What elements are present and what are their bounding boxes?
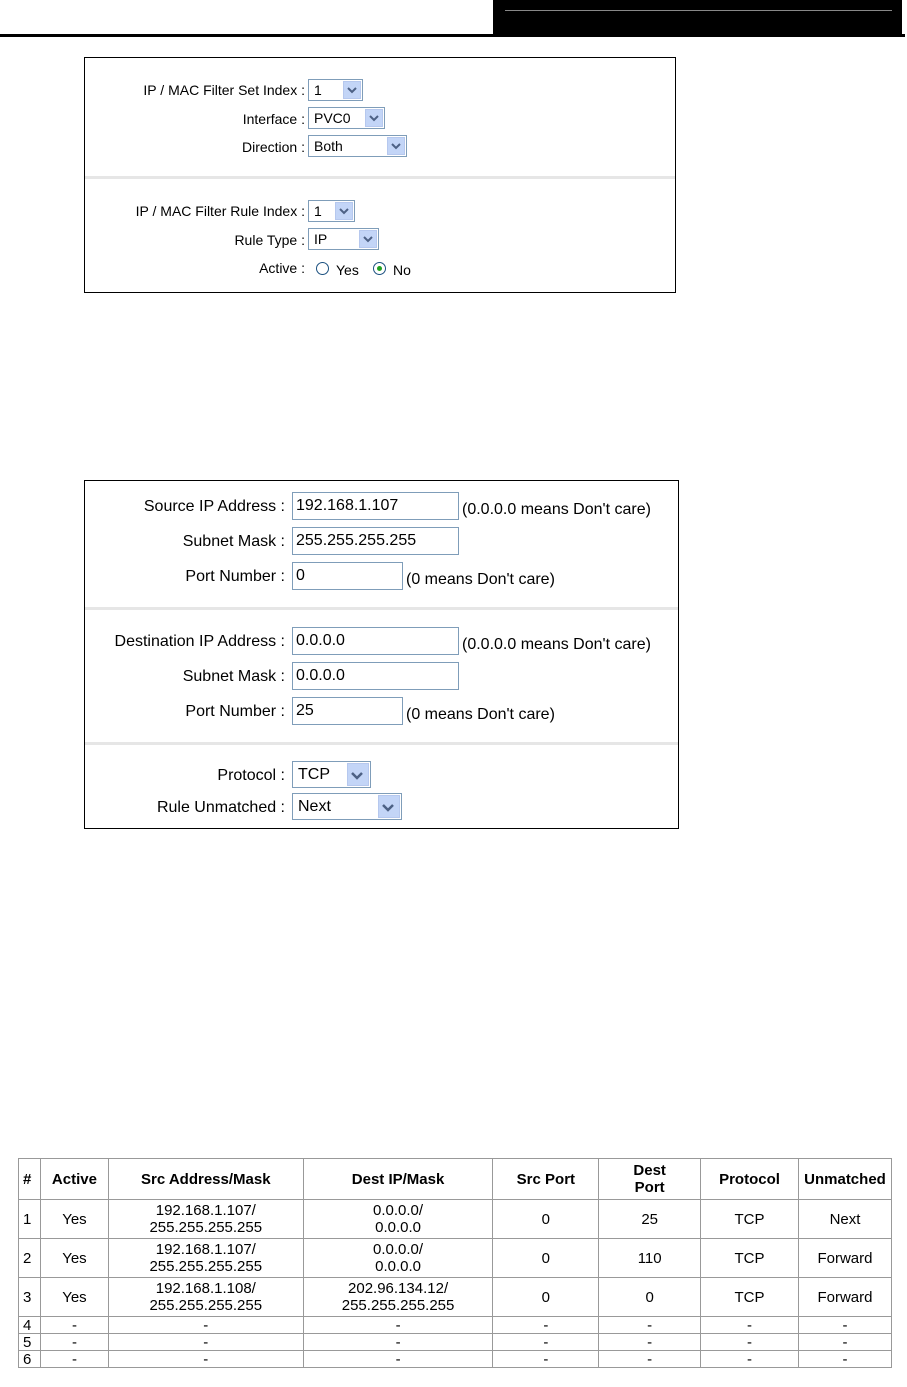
- dst-port-header-text: Dest Port: [633, 1162, 666, 1196]
- row-dst-port: 110: [599, 1239, 701, 1278]
- chevron-down-icon: [347, 763, 369, 786]
- table-row: [19, 1200, 892, 1239]
- unmatched-select[interactable]: [292, 793, 402, 820]
- row-active: Yes: [40, 1239, 108, 1278]
- src-ip-hint: (0.0.0.0 means Don't care): [462, 501, 651, 518]
- col-header-active: Active: [40, 1159, 108, 1200]
- interface-label: Interface :: [242, 111, 305, 127]
- table-row: [19, 1317, 892, 1334]
- row-src: -: [108, 1334, 303, 1351]
- row-protocol: -: [701, 1351, 799, 1368]
- active-no-label: No: [393, 262, 411, 278]
- dst-mask-label: Subnet Mask :: [182, 668, 285, 685]
- dst-ip: 0.0.0.0/: [373, 1241, 424, 1258]
- rule-type-select[interactable]: [308, 228, 379, 250]
- rules-table: [18, 1158, 892, 1368]
- row-num: 1: [19, 1200, 41, 1239]
- table-row: [19, 1278, 892, 1317]
- row-protocol: -: [701, 1317, 799, 1334]
- ip-rule-panel: [84, 480, 679, 829]
- section-divider: [85, 176, 675, 179]
- row-src-port: 0: [493, 1200, 599, 1239]
- row-dst: [303, 1278, 493, 1317]
- src-ip: 192.168.1.107/: [155, 1202, 256, 1219]
- row-dst-port: 0: [599, 1278, 701, 1317]
- rule-type-value: IP: [314, 231, 328, 247]
- dst-mask: 255.255.255.255: [341, 1297, 455, 1314]
- row-active: -: [40, 1334, 108, 1351]
- row-src-port: -: [493, 1334, 599, 1351]
- row-src-port: -: [493, 1351, 599, 1368]
- active-yes-label: Yes: [336, 262, 359, 278]
- row-unmatched: Forward: [798, 1278, 891, 1317]
- row-protocol: TCP: [701, 1200, 799, 1239]
- row-protocol: -: [701, 1334, 799, 1351]
- row-dst: -: [303, 1334, 493, 1351]
- src-ip-input[interactable]: 192.168.1.107: [292, 492, 459, 520]
- table-header-row: [19, 1159, 892, 1200]
- row-num: 6: [19, 1351, 41, 1368]
- dst-ip-input[interactable]: 0.0.0.0: [292, 627, 459, 655]
- row-dst-port: 25: [599, 1200, 701, 1239]
- col-header-src-port: Src Port: [493, 1159, 599, 1200]
- src-ip-label: Source IP Address :: [143, 498, 285, 515]
- dst-port-label: Port Number :: [185, 703, 285, 720]
- chevron-down-icon: [343, 81, 361, 99]
- row-src-port: 0: [493, 1278, 599, 1317]
- protocol-value: TCP: [298, 766, 330, 783]
- row-src: -: [108, 1317, 303, 1334]
- src-ip: 192.168.1.107/: [155, 1241, 256, 1258]
- active-yes-radio[interactable]: [316, 262, 329, 275]
- row-dst-port: -: [599, 1334, 701, 1351]
- dst-ip: 202.96.134.12/: [348, 1280, 449, 1297]
- row-dst-port: -: [599, 1351, 701, 1368]
- unmatched-value: Next: [298, 798, 331, 815]
- chevron-down-icon: [359, 230, 377, 248]
- chevron-down-icon: [387, 137, 405, 155]
- row-src-port: 0: [493, 1239, 599, 1278]
- rule-index-label: IP / MAC Filter Rule Index :: [135, 203, 305, 219]
- rule-index-select[interactable]: [308, 200, 355, 222]
- direction-select[interactable]: [308, 135, 407, 157]
- row-dst: [303, 1200, 493, 1239]
- section-divider: [85, 607, 678, 610]
- dst-port-input[interactable]: 25: [292, 697, 403, 725]
- src-port-hint: (0 means Don't care): [406, 571, 555, 588]
- row-num: 4: [19, 1317, 41, 1334]
- chevron-down-icon: [378, 795, 400, 818]
- row-src: [108, 1200, 303, 1239]
- direction-value: Both: [314, 138, 343, 154]
- row-src: [108, 1239, 303, 1278]
- row-src: -: [108, 1351, 303, 1368]
- header-block: [493, 0, 902, 36]
- dst-ip-hint: (0.0.0.0 means Don't care): [462, 636, 651, 653]
- col-header-protocol: Protocol: [701, 1159, 799, 1200]
- row-unmatched: Forward: [798, 1239, 891, 1278]
- active-label: Active :: [259, 260, 305, 276]
- col-header-dst-port: [599, 1159, 701, 1200]
- dst-mask: 0.0.0.0: [375, 1258, 421, 1275]
- col-header-num: #: [19, 1159, 41, 1200]
- dst-port-hint: (0 means Don't care): [406, 706, 555, 723]
- src-port-input[interactable]: 0: [292, 562, 403, 590]
- row-src: [108, 1278, 303, 1317]
- set-index-select[interactable]: [308, 79, 363, 101]
- src-mask-input[interactable]: 255.255.255.255: [292, 527, 459, 555]
- dst-mask-input[interactable]: 0.0.0.0: [292, 662, 459, 690]
- col-header-dst: Dest IP/Mask: [303, 1159, 493, 1200]
- row-dst: -: [303, 1317, 493, 1334]
- set-index-value: 1: [314, 82, 322, 98]
- set-index-label: IP / MAC Filter Set Index :: [143, 82, 305, 98]
- table-row: [19, 1334, 892, 1351]
- protocol-label: Protocol :: [217, 767, 285, 784]
- src-ip: 192.168.1.108/: [155, 1280, 256, 1297]
- col-header-unmatched: Unmatched: [798, 1159, 891, 1200]
- filter-set-panel: [84, 57, 676, 293]
- interface-select[interactable]: [308, 107, 385, 129]
- row-unmatched: -: [798, 1317, 891, 1334]
- src-mask-label: Subnet Mask :: [182, 533, 285, 550]
- direction-label: Direction :: [241, 139, 305, 155]
- row-active: Yes: [40, 1278, 108, 1317]
- unmatched-label: Rule Unmatched :: [156, 799, 285, 816]
- interface-value: PVC0: [314, 110, 351, 126]
- row-unmatched: Next: [798, 1200, 891, 1239]
- row-active: Yes: [40, 1200, 108, 1239]
- src-port-label: Port Number :: [185, 568, 285, 585]
- row-num: 5: [19, 1334, 41, 1351]
- section-divider: [85, 742, 678, 745]
- row-num: 2: [19, 1239, 41, 1278]
- row-dst: -: [303, 1351, 493, 1368]
- dst-ip-label: Destination IP Address :: [114, 633, 285, 650]
- row-unmatched: -: [798, 1334, 891, 1351]
- rule-type-label: Rule Type :: [234, 232, 305, 248]
- dst-ip: 0.0.0.0/: [373, 1202, 424, 1219]
- dst-mask: 0.0.0.0: [375, 1219, 421, 1236]
- src-mask: 255.255.255.255: [149, 1258, 263, 1275]
- active-no-radio[interactable]: [373, 262, 386, 275]
- col-header-src: Src Address/Mask: [108, 1159, 303, 1200]
- table-row: [19, 1351, 892, 1368]
- row-protocol: TCP: [701, 1239, 799, 1278]
- src-mask: 255.255.255.255: [149, 1297, 263, 1314]
- row-active: -: [40, 1351, 108, 1368]
- chevron-down-icon: [365, 109, 383, 127]
- row-unmatched: -: [798, 1351, 891, 1368]
- rule-index-value: 1: [314, 203, 322, 219]
- row-num: 3: [19, 1278, 41, 1317]
- protocol-select[interactable]: [292, 761, 371, 788]
- row-protocol: TCP: [701, 1278, 799, 1317]
- table-row: [19, 1239, 892, 1278]
- chevron-down-icon: [335, 202, 353, 220]
- src-mask: 255.255.255.255: [149, 1219, 263, 1236]
- row-dst: [303, 1239, 493, 1278]
- header-inner-line: [505, 10, 892, 11]
- row-active: -: [40, 1317, 108, 1334]
- row-src-port: -: [493, 1317, 599, 1334]
- row-dst-port: -: [599, 1317, 701, 1334]
